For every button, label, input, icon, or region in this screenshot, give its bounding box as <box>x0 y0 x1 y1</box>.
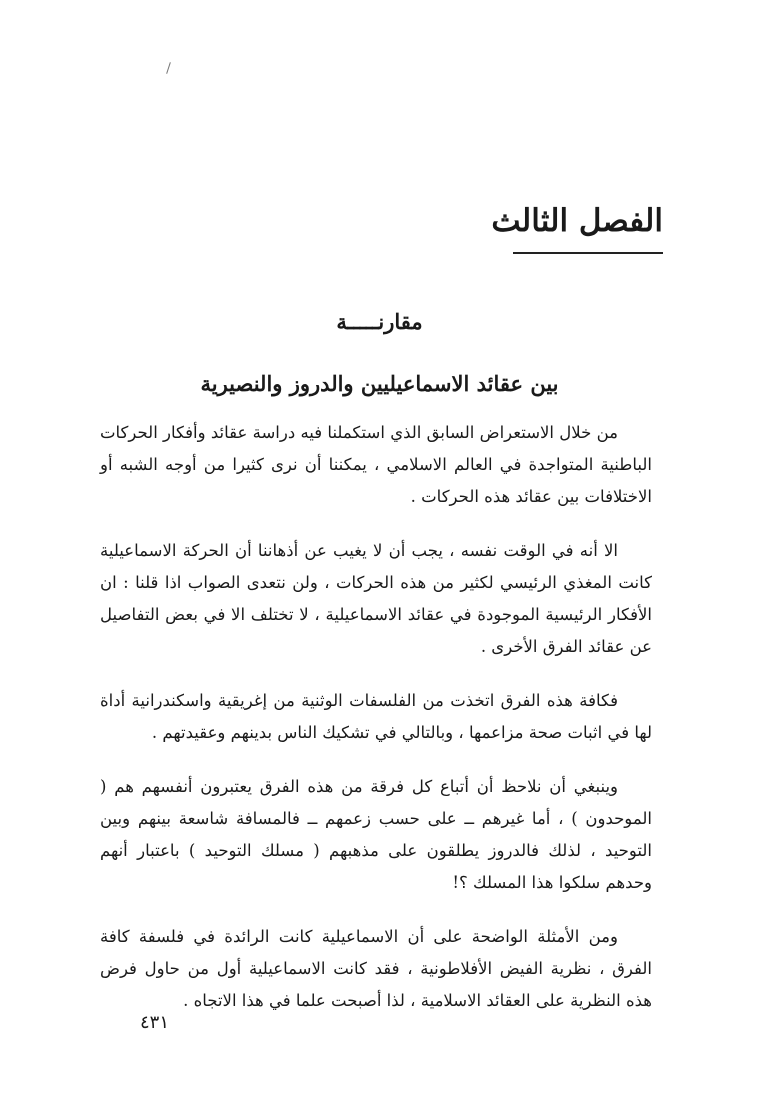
paragraph: فكافة هذه الفرق اتخذت من الفلسفات الوثنية من إغريقية واسكندرانية أداة لها في اثبات صحة مزاعمها ، وبالتالي في تشكيك الناس بدينهم وعقيدتهم . <box>100 691 652 742</box>
body-text <box>100 417 652 1039</box>
section-subtitle: بين عقائد الاسماعيليين والدروز والنصيرية <box>200 371 559 396</box>
paragraph: من خلال الاستعراض السابق الذي استكملنا فيه دراسة عقائد وأفكار الحركات الباطنية المتواجدة في العالم الاسلامي ، يمكننا أن نرى كثيرا من أوجه الشبه أو الاختلافات بين عقائد هذه الحركات . <box>100 423 652 506</box>
chapter-header <box>463 192 663 254</box>
paragraph: ومن الأمثلة الواضحة على أن الاسماعيلية كانت الرائدة في فلسفة كافة الفرق ، نظرية الفيض الأفلاطونية ، فقد كانت الاسماعيلية أول من حاول فرض هذه النظرية على العقائد الاسلامية ، لذا أصبحت علما في هذا الاتجاه . <box>100 927 652 1010</box>
section-heading: مقارنـــــة <box>336 309 423 334</box>
page-number: ٤٣١ <box>140 1012 170 1033</box>
chapter-title-underline <box>513 252 663 254</box>
chapter-title: الفصل الثالث <box>491 203 663 239</box>
paragraph: الا أنه في الوقت نفسه ، يجب أن لا يغيب عن أذهاننا أن الحركة الاسماعيلية كانت المغذي الرئيسي لكثير من هذه الحركات ، ولن نتعدى الصواب اذا قلنا : ان الأفكار الرئيسية الموجودة في عقائد الاسماعيلية ، لا تختلف الا في بعض التفاصيل عن عقائد الفرق الأخرى . <box>100 541 652 656</box>
paragraph: وينبغي أن نلاحظ أن أتباع كل فرقة من هذه الفرق يعتبرون أنفسهم هم ( الموحدون ) ، أما غيرهم ــ على حسب زعمهم ــ فالمسافة شاسعة بينهم وبين التوحيد ، لذلك فالدروز يطلقون على مذهبهم ( مسلك التوحيد ) باعتبار أنهم وحدهم سلكوا هذا المسلك ؟! <box>100 777 652 892</box>
pen-mark <box>166 62 171 74</box>
